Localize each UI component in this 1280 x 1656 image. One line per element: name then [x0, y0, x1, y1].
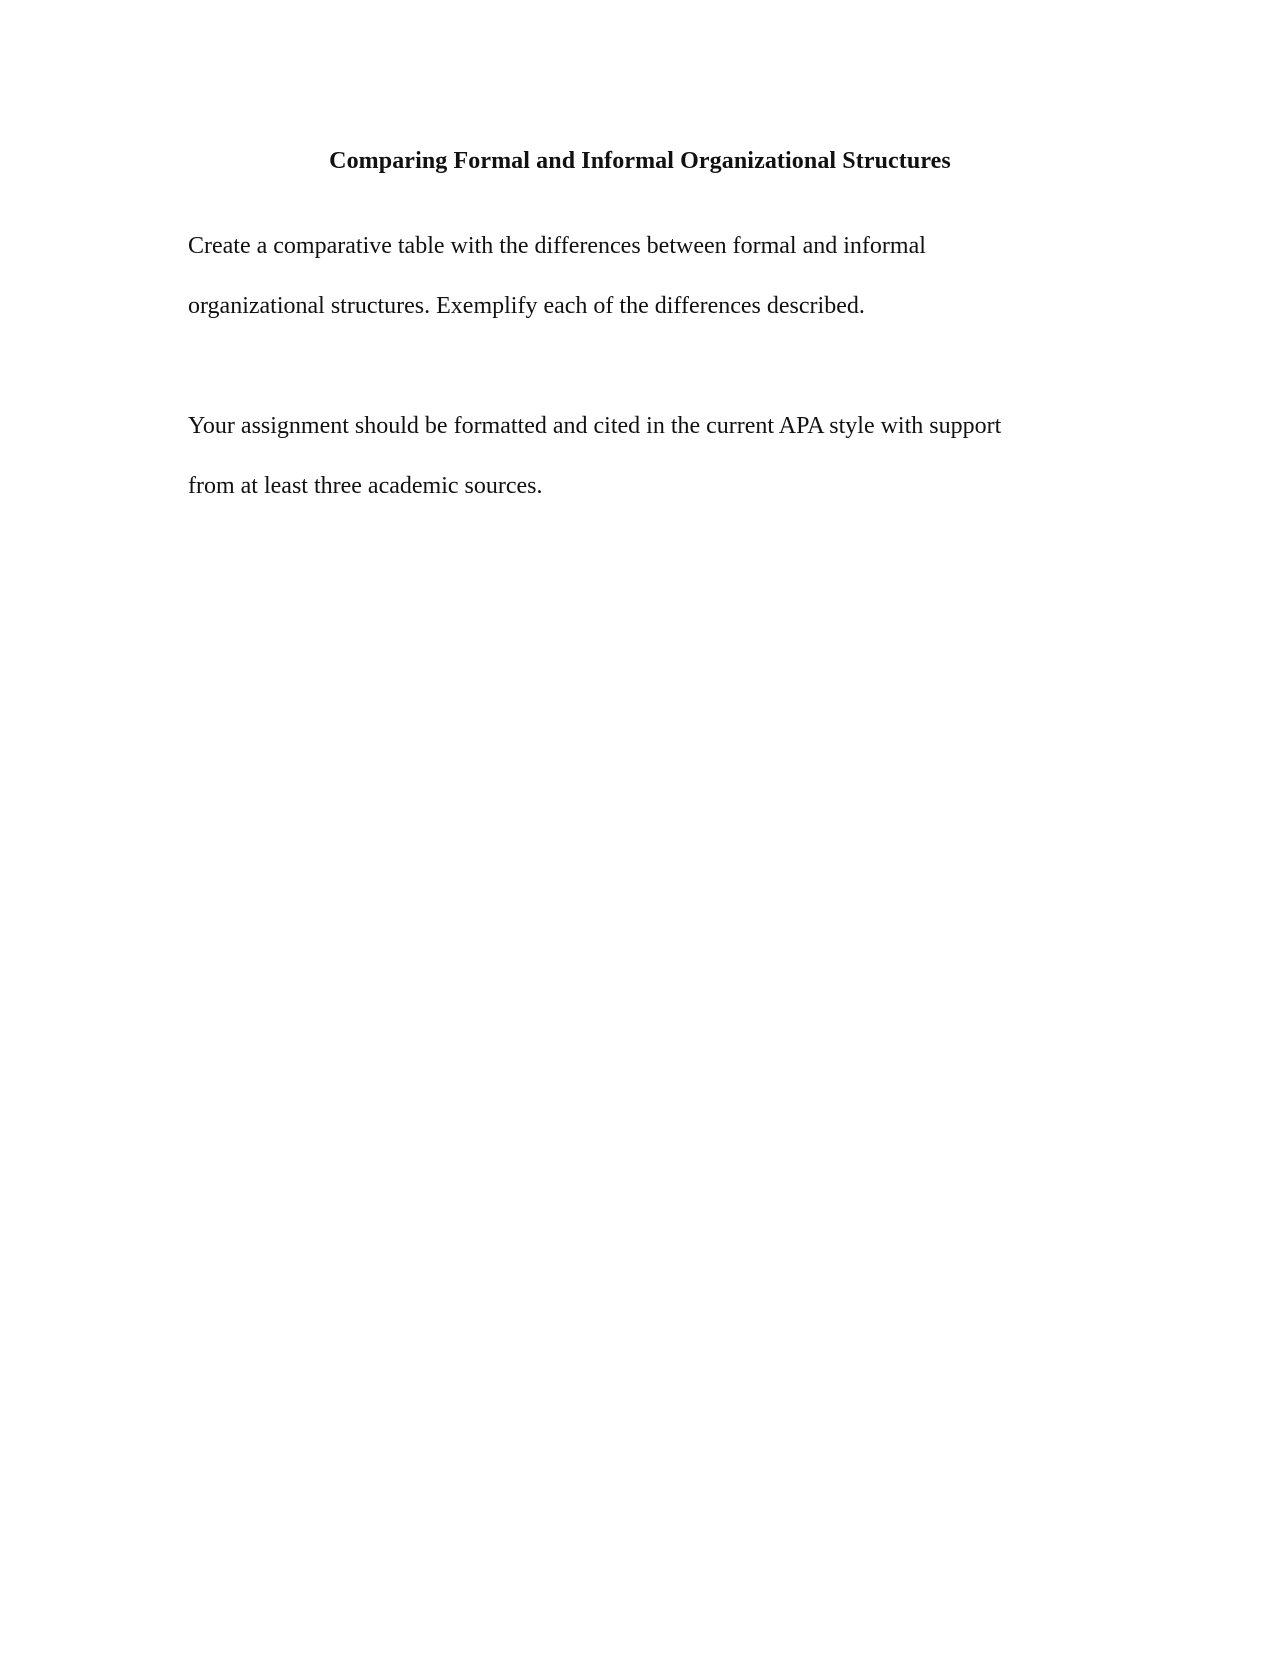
document-title: Comparing Formal and Informal Organizational Structures [329, 148, 951, 174]
paragraph-line: Create a comparative table with the differences between formal and informal [188, 233, 926, 259]
formatting-paragraph [188, 396, 1088, 516]
paragraph-line: Your assignment should be formatted and cited in the current APA style with support [188, 413, 1002, 439]
paragraph-line: from at least three academic sources. [188, 473, 543, 499]
instruction-paragraph [188, 216, 1088, 336]
paragraph-line: organizational structures. Exemplify each of the differences described. [188, 293, 865, 319]
